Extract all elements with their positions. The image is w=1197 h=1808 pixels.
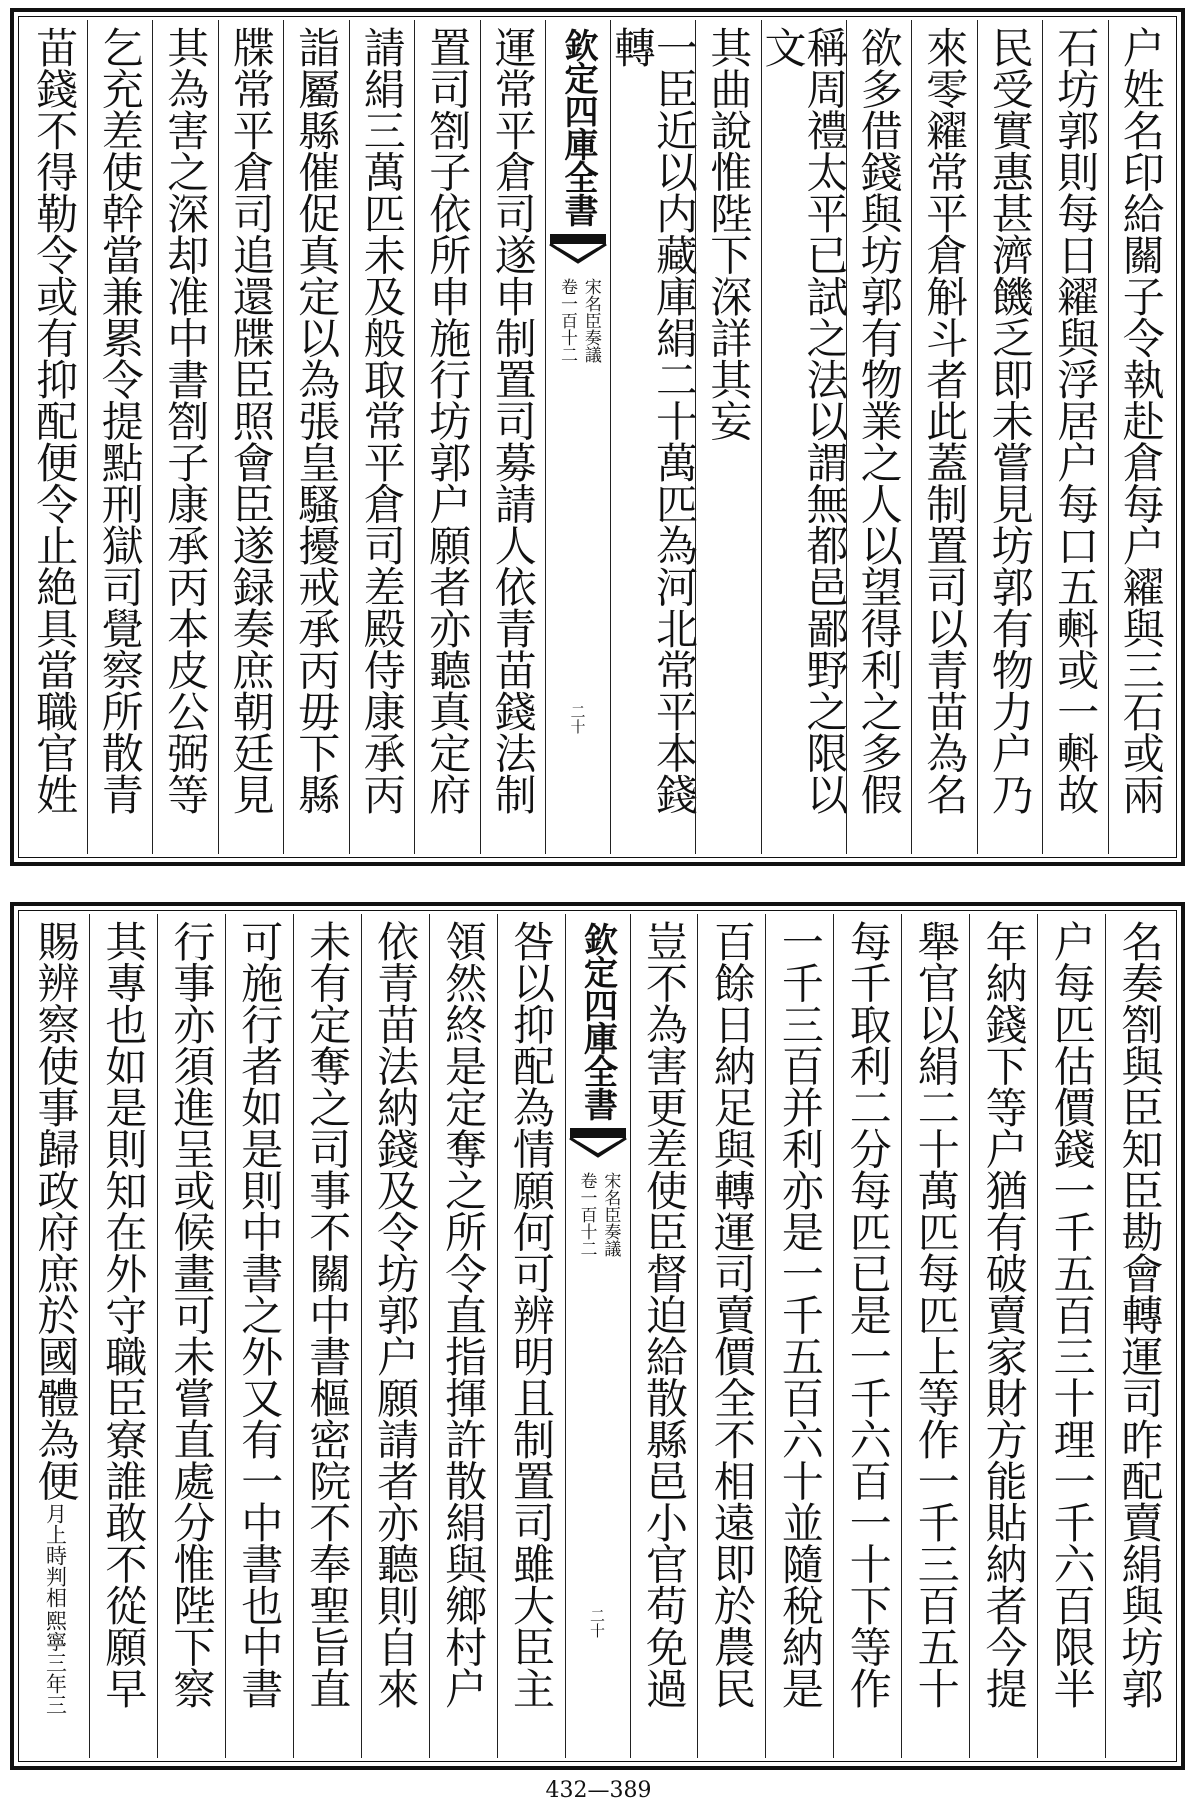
closing-note: 熙寧三年三 月上時判相 <box>43 1503 68 1715</box>
page-number: 432—389 <box>545 1778 652 1803</box>
text-column: 年納錢下等户猶有破賣家財方能貼納者今提 <box>969 914 1037 1758</box>
fascicle-label: 卷一百十二 <box>576 1172 597 1257</box>
text-column: 咎以抑配為情願何可辨明且制置司雖大臣主 <box>497 914 565 1758</box>
text-column: 其曲說惟陛下深詳其妄 <box>695 20 761 854</box>
text-column: 稱周禮太平已試之法以謂無都邑鄙野之限以文 <box>761 20 846 854</box>
center-fold-column <box>545 20 610 854</box>
text-column: 每千取利二分每匹已是一千六百一十下等作 <box>833 914 901 1758</box>
book-title: 欽定四庫全書 <box>558 28 598 226</box>
book-title: 欽定四庫全書 <box>577 922 618 1120</box>
text-column: 可施行者如是則中書之外又有一中書也中書 <box>225 914 293 1758</box>
text-columns <box>22 914 1173 1758</box>
text-column: 百餘日納足與轉運司賣價全不相遠即於農民 <box>697 914 765 1758</box>
text-column: 置司劄子依所申施行坊郭户願者亦聽真定府 <box>414 20 480 854</box>
folio-number: 二十 <box>588 1608 606 1638</box>
text-column: 名奏劄與臣知臣勘會轉運司昨配賣絹與坊郭 <box>1105 914 1173 1758</box>
text-column: 請絹三萬匹未及般取常平倉司差殿侍康承丙 <box>349 20 415 854</box>
text-column: 來零糴常平倉斛斗者此蓋制置司以青苗為名 <box>911 20 977 854</box>
text-column: 豈不為害更差使臣督迫給散縣邑小官苟免過 <box>630 914 698 1758</box>
text-column: 賜辨察使事歸政府庶於國體為便 熙寧三年三 月上時判相 <box>31 920 81 1715</box>
text-column: 一臣近以内藏庫絹二十萬匹為河北常平本錢轉 <box>610 20 695 854</box>
text-column: 其為害之深却准中書劄子康承丙本皮公弼等 <box>152 20 218 854</box>
fascicle-label: 卷一百十二 <box>557 278 577 363</box>
text-column: 一千三百并利亦是一千五百六十並隨稅納是 <box>765 914 833 1758</box>
text-column: 苗錢不得勒令或有抑配便令止絶具當職官姓 <box>30 26 80 815</box>
text-column: 行事亦須進呈或候畫可未嘗直處分惟陛下察 <box>157 914 225 1758</box>
text-column: 民受實惠甚濟饑乏即未嘗見坊郭有物力户乃 <box>977 20 1043 854</box>
text-column: 依青苗法納錢及令坊郭户願請者亦聽則自來 <box>361 914 429 1758</box>
text-column: 户每匹估價錢一千五百三十理一千六百限半 <box>1037 914 1105 1758</box>
text-column: 牒常平倉司追還牒臣照會臣遂録奏庶朝廷見 <box>218 20 284 854</box>
text-column: 欲多借錢與坊郭有物業之人以望得利之多假 <box>846 20 912 854</box>
text-column: 未有定奪之司事不關中書樞密院不奉聖旨直 <box>293 914 361 1758</box>
center-fold-column <box>565 914 630 1758</box>
text-column: 領然終是定奪之所令直指揮許散絹與鄉村户 <box>429 914 497 1758</box>
source-title: 宋名臣奏議 <box>600 1172 621 1257</box>
fishtail-ornament-icon <box>548 232 608 272</box>
center-meta <box>577 1172 619 1257</box>
text-column: 石坊郭則每日糴與浮居户每口五㪺或一㪺故 <box>1042 20 1108 854</box>
page-panel-top <box>10 8 1185 866</box>
page-panel-bottom <box>10 902 1185 1770</box>
folio-number: 二十 <box>568 704 587 734</box>
text-columns <box>22 20 1173 854</box>
center-meta <box>557 278 599 363</box>
text-column: 詣屬縣催促真定以為張皇騷擾戒承丙毋下縣 <box>283 20 349 854</box>
text-column: 運常平倉司遂申制置司募請人依青苗錢法制 <box>480 20 546 854</box>
source-title: 宋名臣奏議 <box>580 278 601 363</box>
text-column: 舉官以絹二十萬匹每匹上等作一千三百五十 <box>901 914 969 1758</box>
fishtail-ornament-icon <box>568 1126 628 1166</box>
text-column: 其專也如是則知在外守職臣寮誰敢不從願早 <box>89 914 157 1758</box>
text-column: 户姓名印給關子令執赴倉每户糴與三石或兩 <box>1108 20 1174 854</box>
text-column: 乞充差使幹當兼累令提點刑獄司覺察所散青 <box>87 20 153 854</box>
